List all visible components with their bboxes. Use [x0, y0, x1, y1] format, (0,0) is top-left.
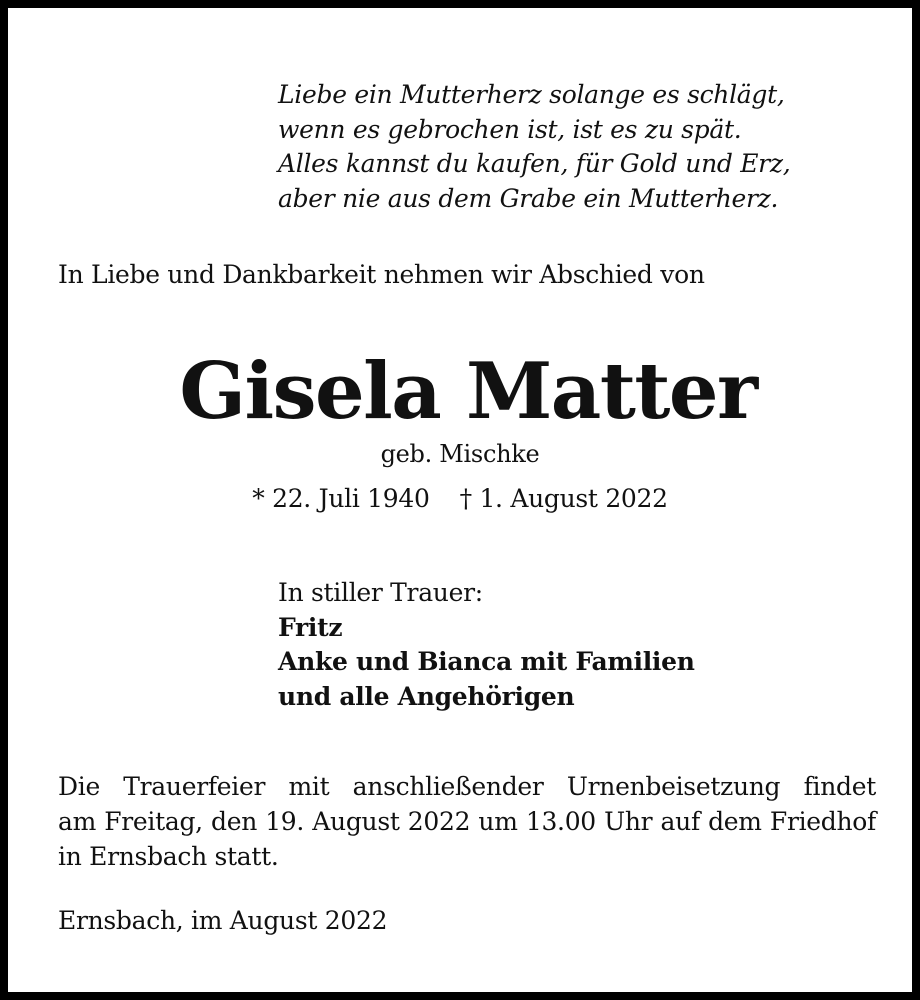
life-dates	[8, 482, 912, 516]
mourner-name: Fritz	[278, 612, 343, 642]
poem-line: aber nie aus dem Grabe ein Mutterherz.	[278, 183, 779, 213]
intro-text: In Liebe und Dankbarkeit nehmen wir Abschied von	[58, 260, 705, 289]
funeral-info	[58, 769, 876, 874]
death-date: † 1. August 2022	[459, 484, 668, 513]
mourners-block	[278, 576, 695, 714]
place-date-closing: Ernsbach, im August 2022	[58, 906, 388, 935]
deceased-name: Gisela Matter	[179, 346, 757, 437]
birth-date: * 22. Juli 1940	[252, 484, 430, 513]
mourner-name: Anke und Bianca mit Familien	[278, 647, 695, 676]
funeral-line: Die Trauerfeier mit anschließender Urnenbeisetzung findet	[58, 772, 876, 801]
poem-line: Alles kannst du kaufen, für Gold und Erz,	[278, 149, 791, 178]
poem	[278, 78, 790, 216]
poem-line: wenn es gebrochen ist, ist es zu spät.	[278, 114, 742, 144]
mourners-heading: In stiller Trauer:	[278, 578, 483, 607]
mourner-name: und alle Angehörigen	[278, 681, 575, 711]
funeral-line: in Ernsbach statt.	[58, 842, 279, 871]
poem-line: Liebe ein Mutterherz solange es schlägt,	[278, 80, 785, 109]
maiden-name: geb. Mischke	[380, 440, 540, 468]
funeral-line: am Freitag, den 19. August 2022 um 13.00 Uhr auf dem Friedhof	[58, 807, 876, 836]
